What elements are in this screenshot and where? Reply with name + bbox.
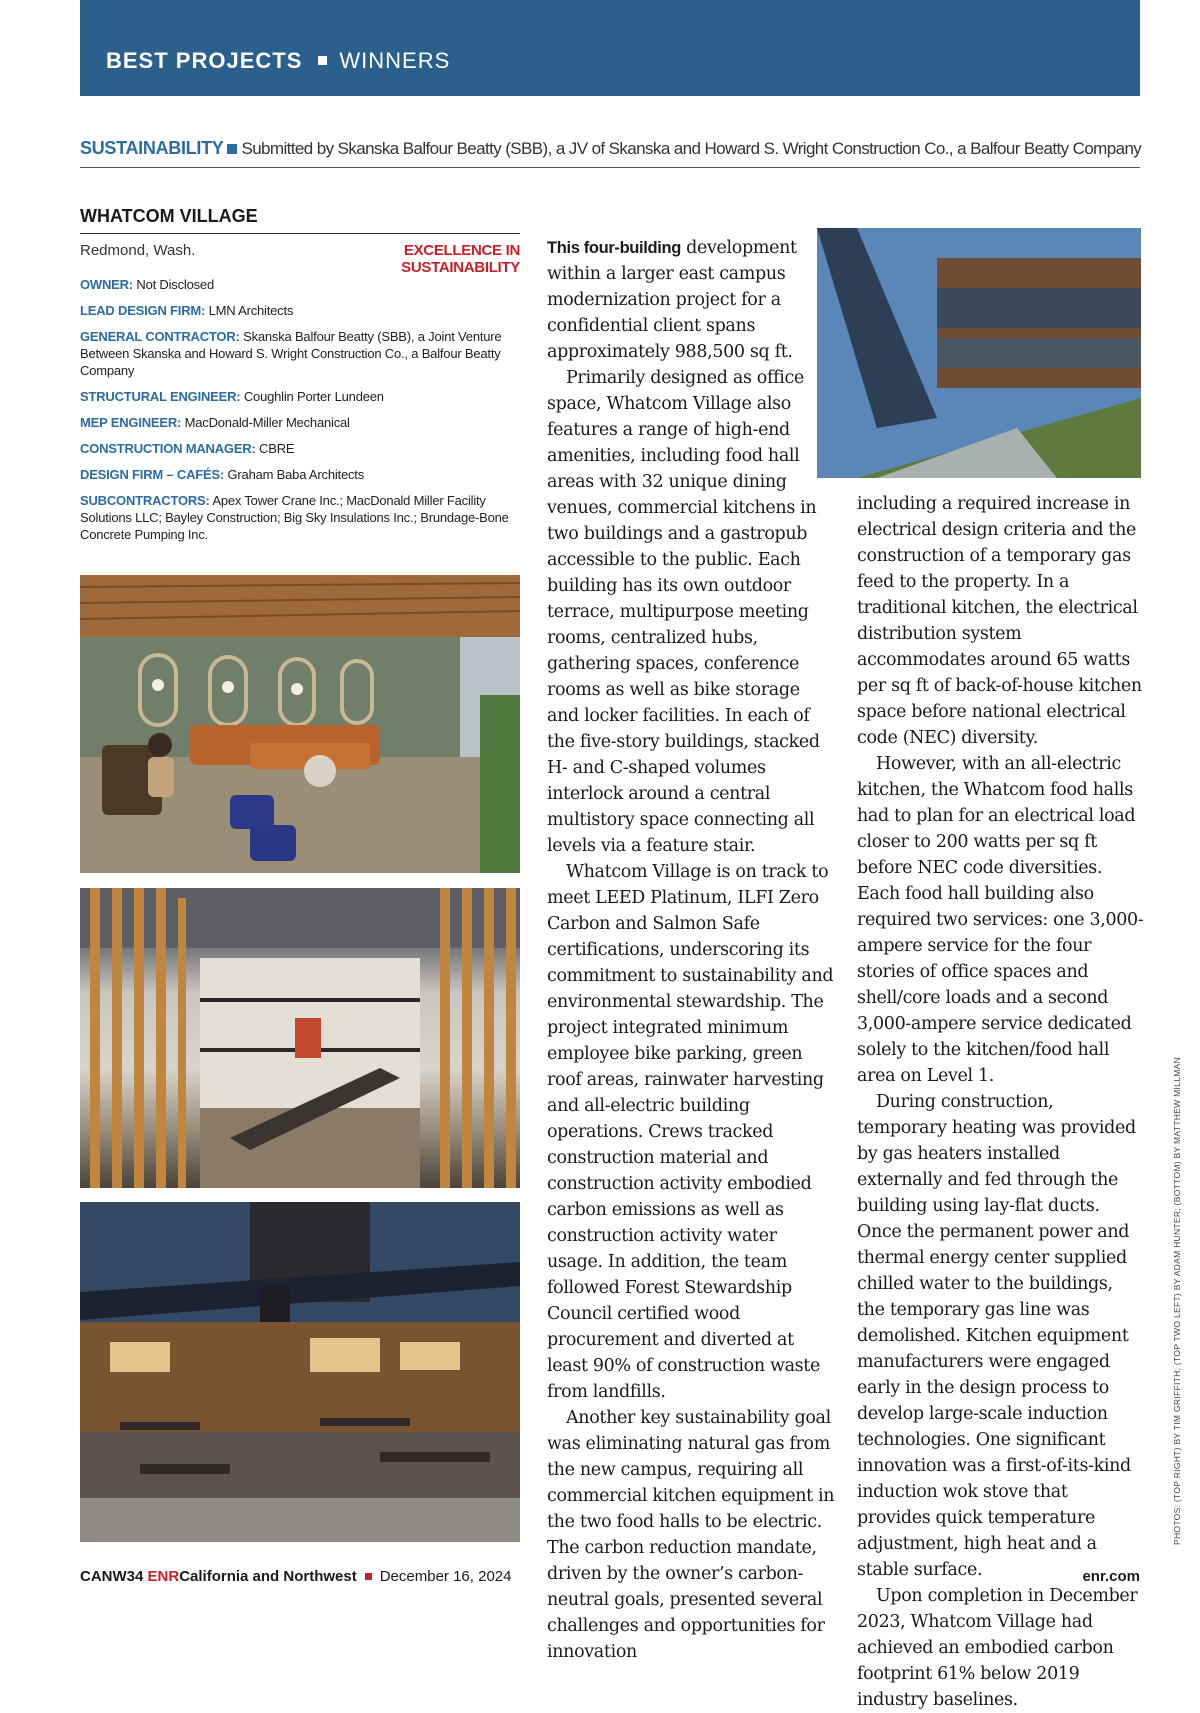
article-column-3 <box>857 491 1145 1713</box>
separator-square-icon <box>318 56 327 65</box>
article-paragraph: Whatcom Village is on track to meet LEED Platinum, ILFI Zero Carbon and Salmon Safe certifications, underscoring its commitment to sustainability and environmental stewardship. The project integrated minimum employee bike parking, green roof areas, rainwater harvesting and all-electric building operations. Crews tracked construction material and construction activity embodied carbon emissions as well as construction activity water usage. In addition, the team followed Forest Stewardship Council certified wood procurement and diverted at least 90% of construction waste from landfills. <box>547 862 834 1402</box>
article-paragraph: However, with an all-electric kitchen, the Whatcom food halls had to plan for an electrical load closer to 200 watts per sq ft before NEC code diversities. Each food hall building also required two services: one 3,000-ampere service for the four stories of office spaces and shell/core loads and a second 3,000-ampere service dedicated solely to the kitchen/food hall area on Level 1. <box>857 754 1144 1086</box>
article-paragraph: During construction, temporary heating was provided by gas heaters installed externally and fed through the building using lay-flat ducts. Once the permanent power and thermal energy center supplied chilled water to the buildings, the temporary gas line was demolished. Kitchen equipment manufacturers were engaged early in the design process to develop large-scale induction technologies. One significant innovation was a first-of-its-kind induction wok stove that provides quick temperature adjustment, high heat and a stable surface. <box>857 1092 1136 1580</box>
credit-structural <box>80 388 520 405</box>
building-illustration <box>817 228 1141 478</box>
photo-lounge-interior <box>80 575 520 873</box>
credit-value: Graham Baba Architects <box>227 467 364 482</box>
header-banner <box>80 0 1140 96</box>
credit-label: MEP ENGINEER: <box>80 415 182 430</box>
award-label: EXCELLENCE IN SUSTAINABILITY <box>401 242 520 276</box>
photo-food-hall-exterior <box>80 1202 520 1542</box>
article-paragraph: including a required increase in electrical design criteria and the construction of a temporary gas feed to the property. In a traditional kitchen, the electrical distribution system accommodates around 65 watts per sq ft of back-of-house kitchen space before national electrical code (NEC) diversity. <box>857 494 1142 748</box>
category-square-icon <box>227 144 237 154</box>
atrium-illustration <box>80 888 520 1188</box>
banner-text <box>106 48 450 74</box>
issue-date: December 16, 2024 <box>379 1568 512 1585</box>
credit-label: OWNER: <box>80 277 133 292</box>
page-number: CANW34 <box>80 1568 144 1585</box>
credit-label: LEAD DESIGN FIRM: <box>80 303 206 318</box>
credit-value: Apex Tower Crane Inc.; MacDonald Miller Facility Solutions LLC; Bayley Construction; Big Sky Insulations Inc.; Brundage-Bone Concrete Pumping Inc. <box>80 493 509 542</box>
lounge-illustration <box>80 575 520 873</box>
article-column-2 <box>547 235 835 1665</box>
article-paragraph: Primarily designed as office space, Whatcom Village also features a range of high-end amenities, including food hall areas with 32 unique dining venues, commercial kitchens in two buildings and a gastropub accessible to the public. Each building has its own outdoor terrace, multipurpose meeting rooms, centralized hubs, gathering spaces, conference rooms as well as bike storage and locker facilities. In each of the five-story buildings, stacked H- and C-shaped volumes interlock around a central multistory space connecting all levels via a feature stair. <box>547 368 820 856</box>
credit-value: CBRE <box>259 441 295 456</box>
credit-label: DESIGN FIRM – CAFÉS: <box>80 467 225 482</box>
brand-logo: ENR <box>147 1568 180 1585</box>
credit-value: Coughlin Porter Lundeen <box>243 389 384 404</box>
article-paragraph <box>547 235 835 365</box>
credit-design-cafes <box>80 466 520 483</box>
article-paragraph: Upon completion in December 2023, Whatcom Village had achieved an embodied carbon footprint 61% below 2019 industry baselines. <box>857 1586 1138 1710</box>
region-title: California and Northwest <box>179 1568 357 1585</box>
credit-label: STRUCTURAL ENGINEER: <box>80 389 241 404</box>
credit-construction-manager <box>80 440 520 457</box>
credit-label: SUBCONTRACTORS: <box>80 493 210 508</box>
credit-mep <box>80 414 520 431</box>
credits-list <box>80 276 520 552</box>
food-hall-illustration <box>80 1202 520 1542</box>
credit-value: Not Disclosed <box>136 277 214 292</box>
category-line <box>80 138 1140 168</box>
subsection-title: WINNERS <box>339 48 451 73</box>
photo-building-exterior <box>817 228 1141 478</box>
photo-credit: PHOTOS: (TOP RIGHT) BY TIM GRIFFITH; (TOP TWO LEFT) BY ADAM HUNTER; (BOTTOM) BY MATTHEW MILLMAN <box>1172 1056 1182 1545</box>
article-paragraph: Another key sustainability goal was eliminating natural gas from the new campus, requiring all commercial kitchen equipment in the two food halls to be electric. The carbon reduction mandate, driven by the owner’s carbon-neutral goals, presented several challenges and opportunities for innovation <box>547 1408 835 1662</box>
lead-in: This four-building <box>547 239 681 257</box>
submitted-by: Submitted by Skanska Balfour Beatty (SBB), a JV of Skanska and Howard S. Wright Construction Co., a Balfour Beatty Company <box>241 139 1142 158</box>
credit-label: CONSTRUCTION MANAGER: <box>80 441 256 456</box>
credit-value: Skanska Balfour Beatty (SBB), a Joint Venture Between Skanska and Howard S. Wright Construction Co., a Balfour Beatty Company <box>80 329 502 378</box>
credit-lead-design <box>80 302 520 319</box>
footer-square-icon <box>365 1573 372 1580</box>
photo-atrium-stair <box>80 888 520 1188</box>
credit-value: MacDonald-Miller Mechanical <box>184 415 350 430</box>
credit-owner <box>80 276 520 293</box>
credit-value: LMN Architects <box>208 303 294 318</box>
credit-general-contractor <box>80 328 520 379</box>
section-title: BEST PROJECTS <box>106 48 303 73</box>
category-tag: SUSTAINABILITY <box>80 138 224 158</box>
credit-label: GENERAL CONTRACTOR: <box>80 329 240 344</box>
project-location: Redmond, Wash. <box>80 242 196 259</box>
credit-subcontractors <box>80 492 520 543</box>
footer <box>80 1568 1140 1585</box>
paragraph-text: development within a larger east campus modernization project for a confidential client spans approximately 988,500 sq ft. <box>547 238 797 362</box>
site-link[interactable]: enr.com <box>1082 1568 1140 1585</box>
project-title: WHATCOM VILLAGE <box>80 206 520 234</box>
